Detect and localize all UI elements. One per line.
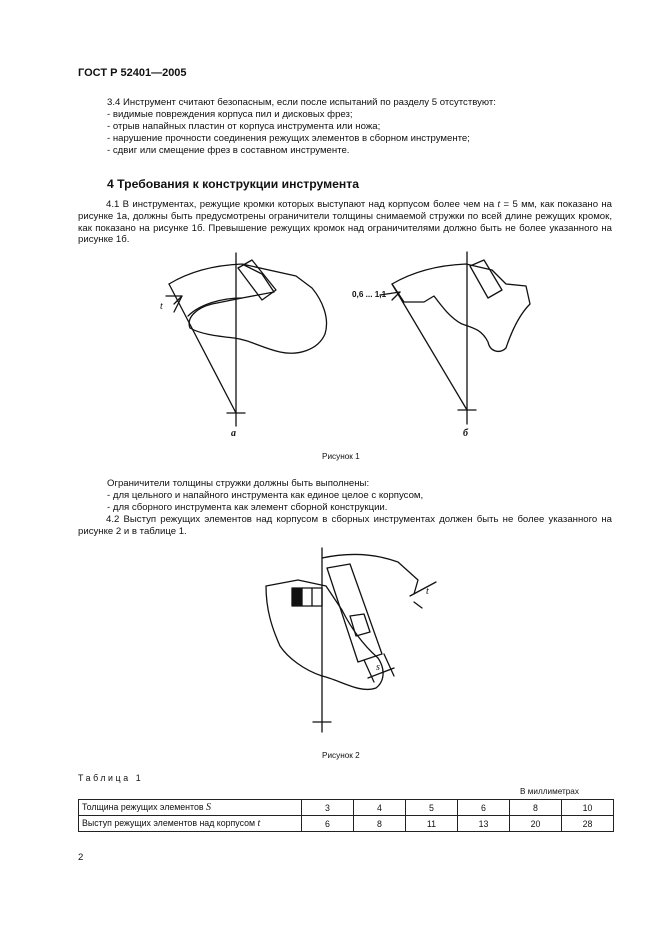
list-item: - нарушение прочности соединения режущих элементов в сборном инструменте; — [107, 133, 470, 144]
list-item: - для цельного и напайного инструмента как единое целое с корпусом, — [107, 490, 424, 501]
table-cell: 28 — [562, 816, 614, 832]
table-row — [79, 816, 614, 832]
figure-1a-label-t: t — [160, 301, 163, 312]
table-row-variable: t — [257, 818, 261, 829]
list-item: - сдвиг или смещение фрез в составном инструменте. — [107, 145, 350, 156]
list-item: - видимые повреждения корпуса пил и дисковых фрез; — [107, 109, 353, 120]
table-cell: 5 — [406, 800, 458, 816]
figure-1a-label: а — [231, 428, 236, 439]
table-row-variable: S — [206, 802, 211, 813]
table-row — [79, 800, 614, 816]
table-row-header — [79, 800, 302, 816]
paragraph-4-1-text-b: = 5 мм, как показано на рисунке 1а, должны быть предусмотрены ограничители толщины снимаемой стружки по всей длине режущих кромок, как показано на рисунке 1б. Превышение режущих кромок над ограничителями должно быть не более указанного на рисунке 1б. — [78, 199, 613, 246]
table-cell: 11 — [406, 816, 458, 832]
figure-2-drawing — [266, 548, 436, 732]
table-1-units: В миллиметрах — [520, 787, 579, 796]
table-row-header — [79, 816, 302, 832]
table-cell: 8 — [510, 800, 562, 816]
figure-1-caption: Рисунок 1 — [322, 452, 360, 461]
table-row-label: Выступ режущих элементов над корпусом — [82, 818, 256, 828]
figure-2-clamp-block — [292, 588, 302, 606]
figure-1b-dimension: 0,6 ... 1,1 — [352, 290, 387, 299]
paragraph-4-1-text-a: 4.1 В инструментах, режущие кромки которых выступают над корпусом более чем на — [106, 199, 498, 210]
variable-t: t — [497, 199, 501, 210]
table-cell: 13 — [458, 816, 510, 832]
table-cell: 20 — [510, 816, 562, 832]
table-row-label: Толщина режущих элементов — [82, 802, 204, 812]
list-item: - отрыв напайных пластин от корпуса инструмента или ножа; — [107, 121, 381, 132]
table-cell: 10 — [562, 800, 614, 816]
limiters-lead: Ограничители толщины стружки должны быть выполнены: — [107, 478, 370, 489]
table-cell: 8 — [354, 816, 406, 832]
figure-1a-drawing — [166, 253, 327, 426]
figure-1b-drawing — [380, 252, 530, 424]
list-item: - для сборного инструмента как элемент сборной конструкции. — [107, 502, 388, 513]
page-number: 2 — [78, 852, 84, 863]
figure-2-label-s: s — [376, 662, 380, 673]
figure-1b-label: б — [463, 428, 468, 439]
table-cell: 4 — [354, 800, 406, 816]
section-4-title: 4 Требования к конструкции инструмента — [107, 177, 360, 191]
document-header: ГОСТ Р 52401—2005 — [78, 67, 187, 79]
paragraph-4-2: 4.2 Выступ режущих элементов над корпусом в сборных инструментах должен быть не более указанного на рисунке 2 и в таблице 1. — [78, 514, 612, 537]
figure-2-label-t: t — [426, 586, 429, 597]
figure-2-caption: Рисунок 2 — [322, 751, 360, 760]
table-cell: 3 — [302, 800, 354, 816]
table-1-title: Таблица 1 — [78, 773, 144, 783]
table-cell: 6 — [302, 816, 354, 832]
table-cell: 6 — [458, 800, 510, 816]
table-1 — [78, 799, 614, 832]
section-3-4-lead: 3.4 Инструмент считают безопасным, если после испытаний по разделу 5 отсутствуют: — [107, 97, 496, 108]
